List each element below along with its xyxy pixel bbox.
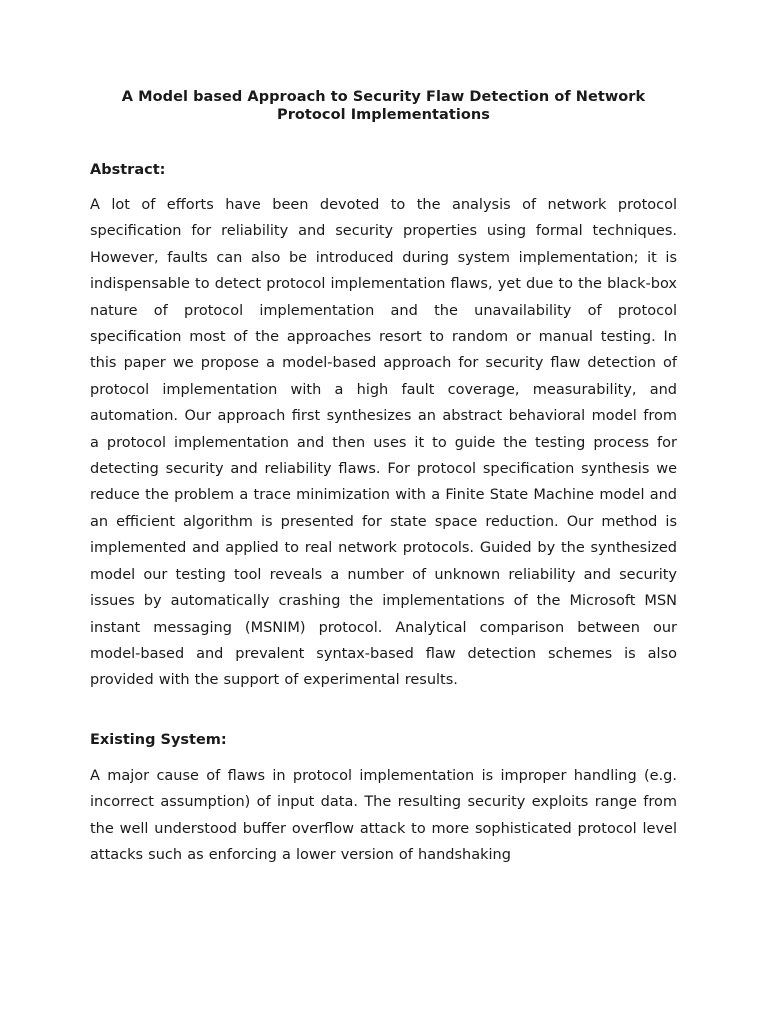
existing-system-heading: Existing System: [90,731,227,748]
document-page [90,88,677,868]
abstract-paragraph: A lot of efforts have been devoted to the analysis of network protocol specification for reliability and security properties using formal techniques. However, faults can also be introduced during system implementation; it is indispensable to detect protocol implementation flaws, yet due to the black-box nature of protocol implementation and the unavailability of protocol specification most of the approaches resort to random or manual testing. In this paper we propose a model-based approach for security flaw detection of protocol implementation with a high fault coverage, measurability, and automation. Our approach first synthesizes an abstract behavioral model from a protocol implementation and then uses it to guide the testing process for detecting security and reliability flaws. For protocol specification synthesis we reduce the problem a trace minimization with a Finite State Machine model and an efficient algorithm is presented for state space reduction. Our method is implemented and applied to real network protocols. Guided by the synthesized model our testing tool reveals a number of unknown reliability and security issues by automatically crashing the implementations of the Microsoft MSN instant messaging (MSNIM) protocol. Analytical comparison between our model-based and prevalent syntax-based flaw detection schemes is also provided with the support of experimental results. [90,197,677,689]
document-title: A Model based Approach to Security Flaw Detection of Network Protocol Implementations [121,89,646,123]
abstract-heading: Abstract: [90,162,166,178]
existing-system-paragraph: A major cause of flaws in protocol implementation is improper handling (e.g. incorrect assumption) of input data. The resulting security exploits range from the well understood buffer overflow attack to more sophisticated protocol level attacks such as enforcing a lower version of handshaking [90,767,677,863]
